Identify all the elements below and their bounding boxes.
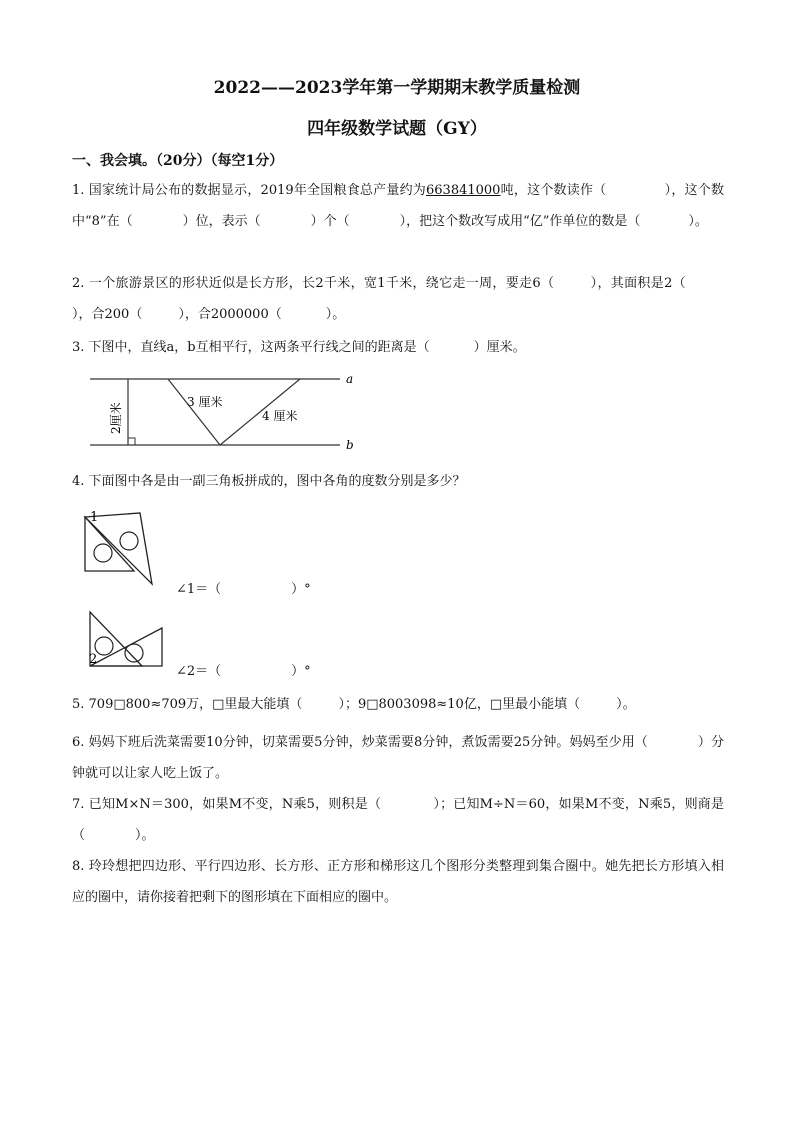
q2-text-d: ），合2000000（ [178, 307, 282, 322]
q7-text-b: ）；已知M÷N＝60，如果M不变，N乘5，则商是（ [72, 797, 724, 843]
triangle-set-figure-1 [82, 505, 172, 595]
q7-text-c: ）。 [135, 828, 155, 843]
section-heading: 一、我会填。（20分）（每空1分） [72, 153, 284, 169]
angle-1-answer [176, 578, 311, 597]
q1-text-c: ），这个数中“8”在（ [72, 183, 724, 229]
q5-text-b: ）；9□8003098≈10亿，□里最小能填（ [338, 697, 581, 712]
q2-text-e: ）。 [325, 307, 346, 322]
q5-text-a: 5. 709□800≈709万，□里最大能填（ [72, 697, 303, 712]
angle-2-answer [176, 660, 311, 679]
q1-number: 663841000 [426, 183, 501, 198]
question-8: 8. 玲玲想把四边形、平行四边形、长方形、正方形和梯形这几个图形分类整理到集合圈中。她先把长方形填入相应的圈中，请你接着把剩下的图形填在下面相应的圈中。 [72, 859, 724, 905]
q3-text-a: 3. 下图中，直线a，b互相平行，这两条平行线之间的距离是（ [72, 340, 430, 355]
angle-1-text: ∠1＝（ [176, 582, 222, 597]
question-5 [72, 689, 724, 720]
q2-text-b: ），其面积是2（ [590, 276, 686, 291]
angle-1-unit: ）° [291, 582, 311, 597]
parallel-lines-figure [84, 368, 374, 452]
exam-subtitle: 四年级数学试题（GY） [307, 119, 487, 139]
question-1 [72, 175, 724, 237]
angle-1-number: 1 [90, 510, 99, 525]
q3-text-b: ）厘米。 [473, 340, 526, 355]
line-b-label: b [346, 438, 354, 452]
q1-text-e: ）个（ [310, 214, 350, 229]
segment-3cm-label: 3 厘米 [187, 395, 223, 409]
segment-4cm-label: 4 厘米 [262, 409, 298, 423]
q6-text-b: ）分钟就可以让家人吃上饭了。 [72, 735, 724, 781]
q1-text-f: ），把这个数改写成用“亿”作单位的数是（ [399, 214, 641, 229]
q1-text-d: ）位，表示（ [182, 214, 261, 229]
q1-text-a: 1. 国家统计局公布的数据显示，2019年全国粮食总产量约为 [72, 183, 426, 198]
q1-text-g: ）。 [688, 214, 708, 229]
q7-text-a: 7. 已知M×N＝300，如果M不变，N乘5，则积是（ [72, 797, 382, 812]
line-a-label: a [346, 372, 354, 386]
question-2 [72, 268, 724, 330]
q2-text-a: 2. 一个旅游景区的形状近似是长方形，长2千米，宽1千米，绕它走一周，要走6（ [72, 276, 555, 291]
angle-2-number: 2 [89, 652, 98, 667]
angle-2-text: ∠2＝（ [176, 664, 222, 679]
exam-title: 2022——2023学年第一学期期末教学质量检测 [213, 78, 581, 98]
question-7 [72, 789, 724, 851]
q2-text-c: ），合200（ [72, 307, 143, 322]
angle-2-unit: ）° [291, 664, 311, 679]
distance-2cm-label: 2厘米 [109, 402, 123, 434]
question-6 [72, 727, 724, 789]
question-3 [72, 332, 724, 363]
q6-text-a: 6. 妈妈下班后洗菜需要10分钟，切菜需要5分钟，炒菜需要8分钟，煮饭需要25分钟。妈妈至少用（ [72, 735, 648, 750]
q5-text-c: ）。 [616, 697, 636, 712]
triangle-set-figure-2 [84, 606, 174, 670]
question-4: 4. 下面图中各是由一副三角板拼成的，图中各角的度数分别是多少？ [72, 474, 466, 489]
q1-text-b: 吨，这个数读作（ [500, 183, 607, 198]
